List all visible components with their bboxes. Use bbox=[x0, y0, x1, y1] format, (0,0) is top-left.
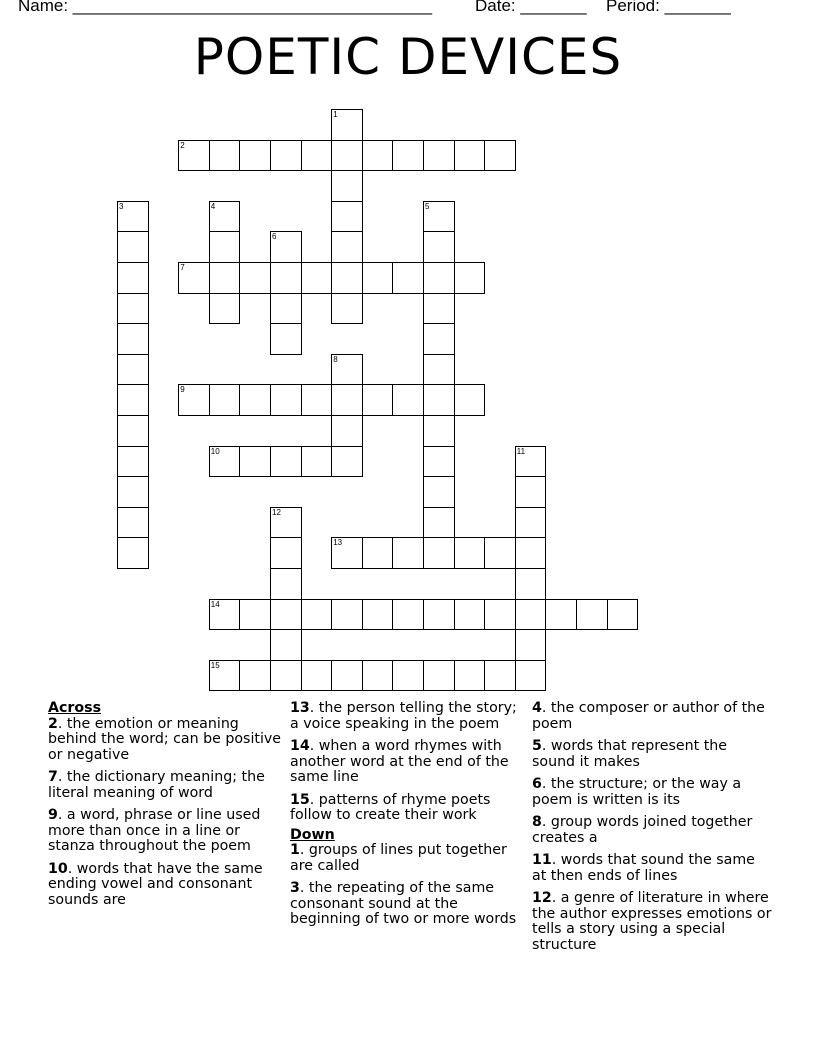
grid-cell[interactable] bbox=[117, 384, 149, 416]
grid-cell[interactable] bbox=[484, 140, 516, 172]
grid-cell[interactable] bbox=[270, 293, 302, 325]
grid-cell[interactable] bbox=[331, 231, 363, 263]
clue-start-number: 10 bbox=[210, 446, 220, 456]
clue-start-number: 7 bbox=[180, 263, 185, 272]
grid-cell[interactable] bbox=[515, 446, 547, 478]
clue-text: a genre of literature in where the author expresses emotions or tells a story using a special structure bbox=[532, 890, 772, 953]
clue-number: 5 bbox=[532, 738, 542, 754]
grid-cell[interactable] bbox=[301, 140, 333, 172]
grid-cell[interactable] bbox=[270, 599, 302, 631]
grid-cell[interactable] bbox=[239, 660, 271, 692]
period-field-label[interactable]: Period: _______ bbox=[606, 0, 731, 15]
grid-cell[interactable] bbox=[270, 568, 302, 600]
grid-cell[interactable] bbox=[423, 507, 455, 539]
grid-cell[interactable] bbox=[117, 201, 149, 233]
across-heading: Across bbox=[48, 700, 102, 716]
grid-cell[interactable] bbox=[515, 537, 547, 569]
grid-cell[interactable] bbox=[423, 323, 455, 355]
clue-start-number: 12 bbox=[272, 507, 281, 517]
grid-cell[interactable] bbox=[117, 293, 149, 325]
grid-cell[interactable] bbox=[607, 599, 639, 631]
grid-cell[interactable] bbox=[209, 660, 241, 692]
grid-cell[interactable] bbox=[423, 537, 455, 569]
down-heading: Down bbox=[290, 826, 335, 843]
across-clue-13: 13. the person telling the story; a voice speaking in the poem bbox=[290, 700, 517, 732]
grid-cell[interactable] bbox=[454, 140, 486, 172]
grid-cell[interactable] bbox=[423, 354, 455, 386]
grid-cell[interactable] bbox=[331, 109, 363, 141]
grid-cell[interactable] bbox=[423, 262, 455, 294]
grid-cell[interactable] bbox=[331, 262, 363, 294]
clue-start-number: 4 bbox=[210, 201, 216, 211]
across-clue-2: 2. the emotion or meaning behind the word; can be positive or negative bbox=[48, 715, 282, 763]
grid-cell[interactable] bbox=[392, 537, 424, 569]
clues-column-1 bbox=[48, 701, 286, 915]
clue-number: 3 bbox=[290, 880, 300, 896]
down-clue-8: 8. group words joined together creates a bbox=[532, 814, 753, 846]
grid-cell[interactable] bbox=[423, 446, 455, 478]
clue-number: 6 bbox=[532, 776, 542, 792]
clue-start-number: 9 bbox=[180, 385, 185, 395]
grid-cell[interactable] bbox=[270, 629, 302, 661]
grid-cell[interactable] bbox=[239, 140, 271, 172]
grid-cell[interactable] bbox=[331, 446, 363, 478]
down-clue-12: 12. a genre of literature in where the author expresses emotions or tells a story using a special structure bbox=[532, 890, 772, 953]
grid-cell[interactable] bbox=[117, 354, 149, 386]
grid-cell[interactable] bbox=[331, 537, 363, 569]
grid-cell[interactable] bbox=[362, 140, 394, 172]
grid-cell[interactable] bbox=[301, 446, 333, 478]
grid-cell[interactable] bbox=[239, 384, 271, 416]
across-clue-9: 9. a word, phrase or line used more than once in a line or stanza throughout the poem bbox=[48, 807, 261, 854]
page-title: POETIC DEVICES bbox=[193, 28, 623, 86]
grid-cell[interactable] bbox=[392, 140, 424, 172]
grid-cell[interactable] bbox=[331, 140, 363, 172]
clue-text: the structure; or the way a poem is written is its bbox=[532, 776, 742, 808]
grid-cell[interactable] bbox=[331, 660, 363, 692]
grid-cell[interactable] bbox=[576, 599, 608, 631]
grid-cell[interactable] bbox=[331, 384, 363, 416]
grid-cell[interactable] bbox=[515, 660, 547, 692]
grid-cell[interactable] bbox=[178, 384, 210, 416]
grid-cell[interactable] bbox=[270, 384, 302, 416]
grid-cell[interactable] bbox=[270, 262, 302, 294]
clue-text: the emotion or meaning behind the word; can be positive or negative bbox=[48, 715, 282, 763]
clue-text: when a word rhymes with another word at the end of the same line bbox=[290, 738, 509, 785]
clue-text: groups of lines put together are called bbox=[290, 842, 507, 874]
grid-cell[interactable] bbox=[270, 660, 302, 692]
clue-text: the dictionary meaning; the literal meaning of word bbox=[48, 769, 265, 801]
clue-number: 12 bbox=[532, 890, 552, 906]
grid-cell[interactable] bbox=[423, 415, 455, 447]
across-clue-7: 7. the dictionary meaning; the literal meaning of word bbox=[48, 769, 265, 801]
clue-start-number: 2 bbox=[180, 140, 185, 150]
clue-number: 1 bbox=[290, 842, 300, 858]
clue-number: 15 bbox=[290, 791, 310, 808]
grid-cell[interactable] bbox=[331, 170, 363, 202]
clue-text: words that sound the same at then ends of lines bbox=[532, 852, 755, 884]
clue-text: patterns of rhyme poets follow to create their work bbox=[290, 791, 491, 823]
grid-cell[interactable] bbox=[515, 568, 547, 600]
grid-cell[interactable] bbox=[209, 140, 241, 172]
grid-cell[interactable] bbox=[392, 262, 424, 294]
grid-cell[interactable] bbox=[545, 599, 577, 631]
grid-cell[interactable] bbox=[331, 415, 363, 447]
grid-cell[interactable] bbox=[423, 293, 455, 325]
clues-column-2 bbox=[290, 701, 526, 935]
grid-cell[interactable] bbox=[392, 599, 424, 631]
grid-cell[interactable] bbox=[209, 231, 241, 263]
grid-cell[interactable] bbox=[362, 660, 394, 692]
grid-cell[interactable] bbox=[331, 354, 363, 386]
grid-cell[interactable] bbox=[117, 507, 149, 539]
grid-cell[interactable] bbox=[117, 537, 149, 569]
grid-cell[interactable] bbox=[117, 476, 149, 508]
clue-start-number: 6 bbox=[272, 232, 277, 242]
clue-number: 10 bbox=[48, 860, 68, 877]
grid-cell[interactable] bbox=[270, 140, 302, 172]
grid-cell[interactable] bbox=[362, 384, 394, 416]
grid-cell[interactable] bbox=[117, 323, 149, 355]
grid-cell[interactable] bbox=[239, 599, 271, 631]
grid-cell[interactable] bbox=[515, 599, 547, 631]
grid-cell[interactable] bbox=[454, 262, 486, 294]
grid-cell[interactable] bbox=[270, 231, 302, 263]
grid-cell[interactable] bbox=[331, 201, 363, 233]
grid-cell[interactable] bbox=[362, 537, 394, 569]
grid-cell[interactable] bbox=[423, 384, 455, 416]
clue-number: 2 bbox=[48, 715, 58, 732]
across-clue-14: 14. when a word rhymes with another word at the end of the same line bbox=[290, 738, 509, 785]
clue-text: the composer or author of the poem bbox=[532, 700, 765, 732]
clue-start-number: 1 bbox=[333, 110, 338, 119]
grid-cell[interactable] bbox=[178, 262, 210, 294]
grid-cell[interactable] bbox=[117, 262, 149, 294]
grid-cell[interactable] bbox=[239, 262, 271, 294]
down-clue-1: 1. groups of lines put together are called bbox=[290, 842, 507, 874]
grid-cell[interactable] bbox=[484, 660, 516, 692]
grid-cell[interactable] bbox=[454, 660, 486, 692]
grid-cell[interactable] bbox=[301, 384, 333, 416]
clue-start-number: 14 bbox=[210, 599, 220, 609]
clue-text: group words joined together creates a bbox=[532, 814, 753, 846]
clue-number: 4 bbox=[532, 700, 542, 716]
grid-cell[interactable] bbox=[423, 476, 455, 508]
grid-cell[interactable] bbox=[392, 384, 424, 416]
clue-start-number: 13 bbox=[333, 538, 343, 548]
grid-cell[interactable] bbox=[270, 446, 302, 478]
across-clue-15: 15. patterns of rhyme poets follow to create their work bbox=[290, 791, 491, 823]
clue-number: 9 bbox=[48, 807, 58, 823]
clue-start-number: 5 bbox=[425, 201, 430, 211]
down-clue-6: 6. the structure; or the way a poem is written is its bbox=[532, 776, 742, 808]
grid-cell[interactable] bbox=[270, 323, 302, 355]
grid-cell[interactable] bbox=[270, 507, 302, 539]
grid-cell[interactable] bbox=[515, 507, 547, 539]
clue-text: words that represent the sound it makes bbox=[532, 738, 727, 770]
clue-start-number: 3 bbox=[119, 201, 124, 211]
clue-number: 7 bbox=[48, 769, 58, 785]
grid-cell[interactable] bbox=[484, 599, 516, 631]
grid-cell[interactable] bbox=[454, 384, 486, 416]
clue-text: the repeating of the same consonant sound at the beginning of two or more words bbox=[290, 880, 517, 927]
grid-cell[interactable] bbox=[515, 476, 547, 508]
date-field-label[interactable]: Date: _______ bbox=[475, 0, 587, 15]
clue-text: a word, phrase or line used more than once in a line or stanza throughout the poem bbox=[48, 807, 261, 854]
grid-cell[interactable] bbox=[178, 140, 210, 172]
down-clue-3: 3. the repeating of the same consonant sound at the beginning of two or more words bbox=[290, 880, 517, 927]
grid-cell[interactable] bbox=[117, 415, 149, 447]
grid-cell[interactable] bbox=[423, 201, 455, 233]
grid-cell[interactable] bbox=[209, 201, 241, 233]
grid-cell[interactable] bbox=[515, 629, 547, 661]
grid-cell[interactable] bbox=[423, 660, 455, 692]
down-clue-11: 11. words that sound the same at then ends of lines bbox=[532, 852, 755, 884]
grid-cell[interactable] bbox=[301, 660, 333, 692]
grid-cell[interactable] bbox=[454, 599, 486, 631]
down-clue-4: 4. the composer or author of the poem bbox=[532, 700, 765, 732]
clue-number: 14 bbox=[290, 738, 310, 754]
grid-cell[interactable] bbox=[209, 599, 241, 631]
clues-column-3 bbox=[532, 701, 772, 960]
grid-cell[interactable] bbox=[331, 599, 363, 631]
grid-cell[interactable] bbox=[209, 293, 241, 325]
grid-cell[interactable] bbox=[301, 262, 333, 294]
grid-cell[interactable] bbox=[392, 660, 424, 692]
grid-cell[interactable] bbox=[362, 599, 394, 631]
grid-cell[interactable] bbox=[331, 293, 363, 325]
clue-start-number: 11 bbox=[516, 446, 526, 456]
clue-number: 13 bbox=[290, 700, 310, 716]
grid-cell[interactable] bbox=[209, 384, 241, 416]
down-clue-5: 5. words that represent the sound it makes bbox=[532, 738, 727, 770]
grid-cell[interactable] bbox=[209, 446, 241, 478]
clue-text: the person telling the story; a voice speaking in the poem bbox=[290, 700, 517, 732]
grid-cell[interactable] bbox=[484, 537, 516, 569]
clue-text: words that have the same ending vowel and consonant sounds are bbox=[48, 860, 263, 908]
clue-start-number: 8 bbox=[333, 354, 338, 364]
grid-cell[interactable] bbox=[117, 231, 149, 263]
grid-cell[interactable] bbox=[301, 599, 333, 631]
grid-cell[interactable] bbox=[117, 446, 149, 478]
grid-cell[interactable] bbox=[362, 262, 394, 294]
grid-cell[interactable] bbox=[209, 262, 241, 294]
grid-cell[interactable] bbox=[454, 537, 486, 569]
grid-cell[interactable] bbox=[270, 537, 302, 569]
across-clue-10: 10. words that have the same ending vowel and consonant sounds are bbox=[48, 860, 263, 908]
grid-cell[interactable] bbox=[239, 446, 271, 478]
grid-cell[interactable] bbox=[423, 140, 455, 172]
clue-number: 11 bbox=[532, 852, 552, 868]
grid-cell[interactable] bbox=[423, 231, 455, 263]
clue-start-number: 15 bbox=[210, 660, 220, 670]
name-field-label[interactable]: Name: ______________________________________ bbox=[18, 0, 433, 15]
grid-cell[interactable] bbox=[423, 599, 455, 631]
clue-number: 8 bbox=[532, 814, 542, 830]
